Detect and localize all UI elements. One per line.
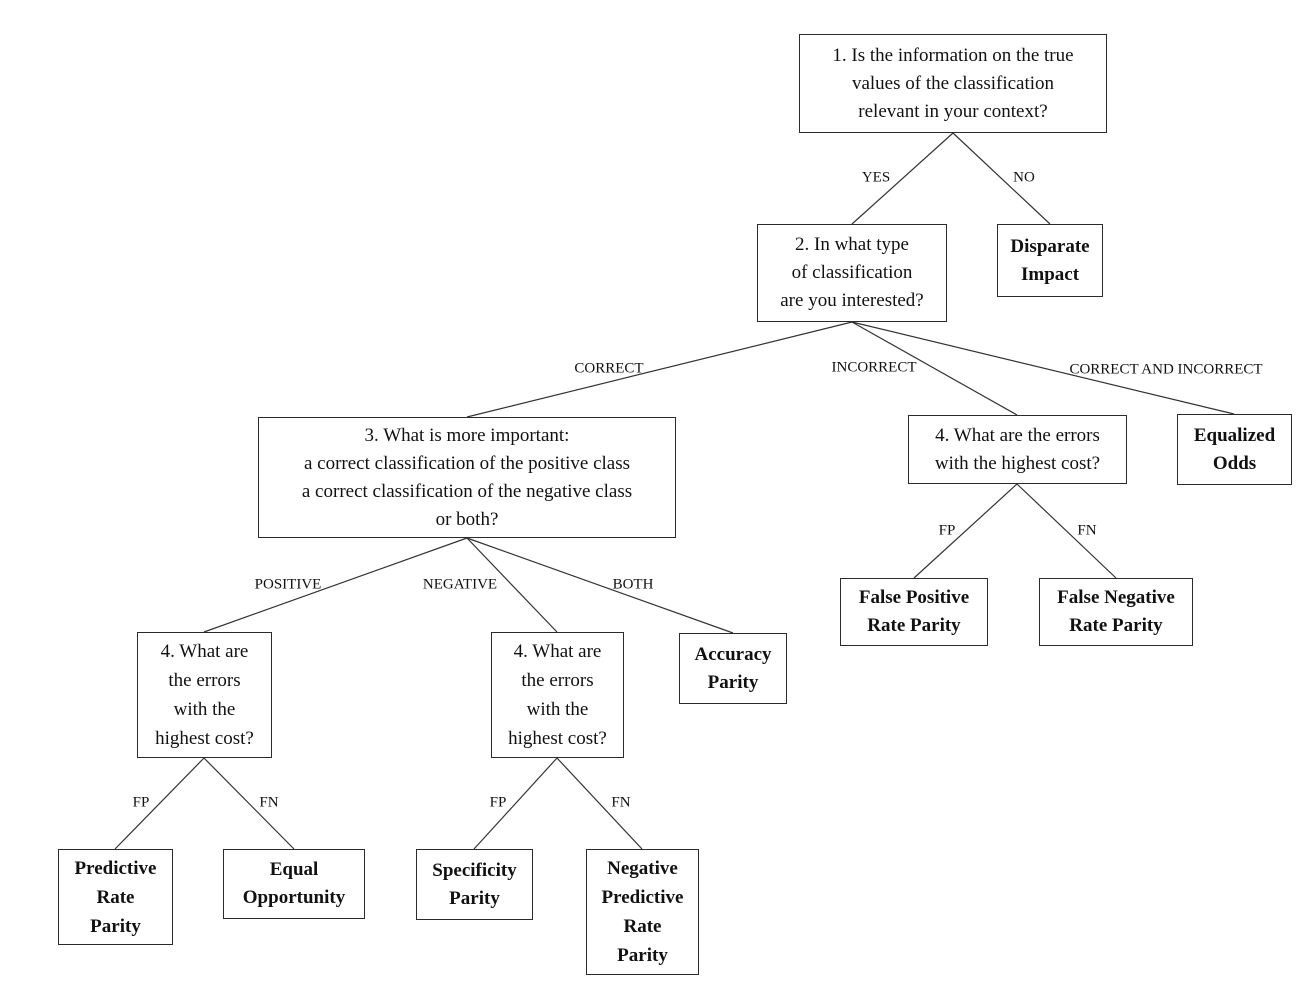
edge-label-negative: NEGATIVE — [422, 576, 498, 593]
edge-label-positive: POSITIVE — [254, 576, 322, 593]
node-text-line: relevant in your context? — [858, 100, 1048, 122]
node-text-line: 4. What are the errors — [935, 424, 1100, 446]
node-text-line: with the — [526, 699, 589, 720]
node-text-line: the errors — [521, 670, 594, 691]
node-text-line: a correct classification of the positive class — [303, 452, 631, 474]
node-text-line: highest cost? — [155, 728, 254, 749]
edge-label-incorrect: INCORRECT — [831, 359, 917, 376]
node-question-4-positive — [137, 632, 272, 758]
node-text-line: False Positive — [858, 587, 970, 608]
node-text-line: Impact — [1020, 263, 1080, 285]
node-false-negative-rate-parity — [1039, 578, 1193, 646]
edge-label-fn-negative: FN — [611, 794, 631, 811]
node-text-line: Negative — [607, 858, 678, 879]
edge-label-fp-positive: FP — [132, 794, 150, 811]
node-text-line: 1. Is the information on the true — [832, 44, 1074, 66]
node-text-line: Predictive — [74, 857, 157, 879]
node-text-line: Predictive — [601, 887, 684, 908]
node-text-line: Equalized — [1193, 424, 1276, 446]
node-text-line: Parity — [449, 887, 500, 909]
edge-line-q4incorrect-fprp — [914, 484, 1017, 578]
edge-line-q4positive-prp — [115, 758, 204, 849]
edge-line-q1-disparate-impact — [953, 133, 1050, 224]
node-text-line: Accuracy — [694, 643, 772, 665]
edge-line-q3-accuracy-parity — [467, 538, 733, 633]
edge-label-both: BOTH — [612, 576, 654, 593]
node-text-line: Rate — [623, 916, 662, 937]
node-question-3 — [258, 417, 676, 538]
edge-label-yes: YES — [861, 169, 891, 186]
node-false-positive-rate-parity — [840, 578, 988, 646]
edge-label-fn-incorrect: FN — [1077, 522, 1097, 539]
node-text-line: Opportunity — [242, 887, 346, 908]
edge-line-q2-q3 — [467, 322, 852, 417]
node-text-line: with the highest cost? — [934, 452, 1101, 474]
node-text-line: Odds — [1212, 452, 1257, 474]
node-text-line: Disparate — [1010, 235, 1090, 257]
node-predictive-rate-parity — [58, 849, 173, 945]
node-negative-predictive-rate-parity — [586, 849, 699, 975]
edge-label-correct: CORRECT — [574, 360, 644, 377]
node-text-line: Specificity — [432, 859, 517, 881]
node-text-line: highest cost? — [508, 728, 607, 749]
node-disparate-impact — [997, 224, 1103, 297]
node-text-line: a correct classification of the negative class — [301, 480, 633, 502]
node-question-4-incorrect — [908, 415, 1127, 484]
node-text-line: the errors — [168, 670, 241, 691]
node-text-line: 3. What is more important: — [364, 424, 570, 446]
node-text-line: are you interested? — [780, 290, 924, 311]
edge-label-fn-positive: FN — [259, 794, 279, 811]
node-question-1 — [799, 34, 1107, 133]
node-text-line: Equal — [269, 859, 319, 880]
edge-label-no: NO — [1013, 169, 1035, 186]
node-text-line: with the — [173, 699, 236, 720]
edge-line-q4incorrect-fnrp — [1017, 484, 1116, 578]
edge-line-q4positive-equal-opportunity — [204, 758, 294, 849]
node-equal-opportunity — [223, 849, 365, 919]
node-question-2 — [757, 224, 947, 322]
edge-label-correct-and-incorrect: CORRECT AND INCORRECT — [1069, 361, 1263, 378]
edge-line-q4negative-specificity — [474, 758, 557, 849]
node-text-line: Parity — [707, 671, 759, 693]
node-text-line: 4. What are — [513, 641, 602, 662]
node-question-4-negative — [491, 632, 624, 758]
node-text-line: Rate Parity — [867, 615, 961, 636]
node-equalized-odds — [1177, 414, 1292, 485]
node-text-line: Parity — [90, 915, 141, 937]
node-text-line: Parity — [617, 945, 668, 966]
node-text-line: 2. In what type — [795, 234, 909, 255]
node-text-line: 4. What are — [160, 641, 249, 662]
edge-label-fp-incorrect: FP — [938, 522, 956, 539]
node-text-line: Rate Parity — [1069, 615, 1163, 636]
node-text-line: Rate — [96, 886, 135, 908]
edge-label-fp-negative: FP — [489, 794, 507, 811]
node-accuracy-parity — [679, 633, 787, 704]
node-text-line: of classification — [791, 262, 913, 283]
node-text-line: values of the classification — [851, 72, 1055, 94]
node-specificity-parity — [416, 849, 533, 920]
node-text-line: False Negative — [1057, 587, 1175, 608]
node-text-line: or both? — [435, 508, 499, 530]
